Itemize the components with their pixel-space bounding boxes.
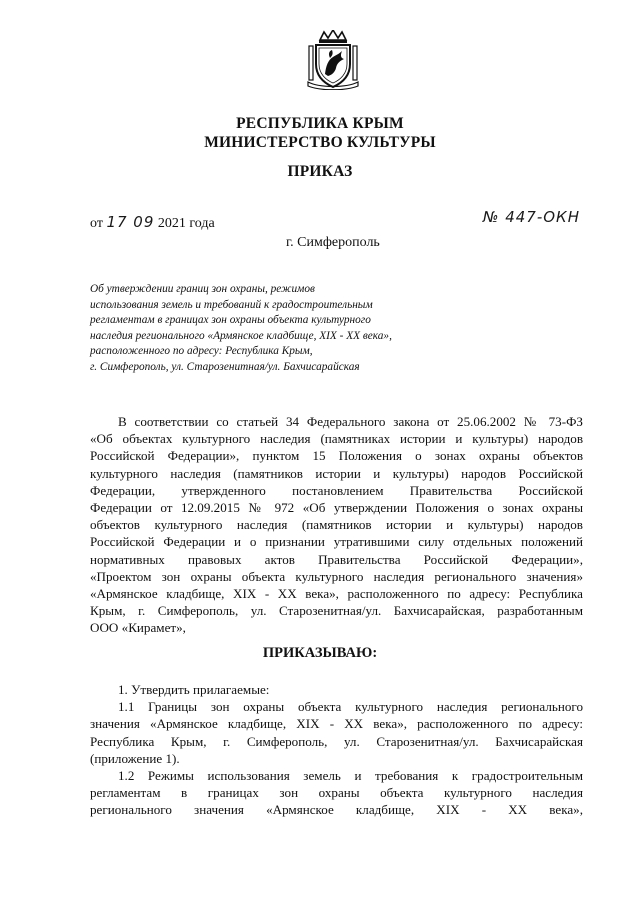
preamble-line: Российской Федерации и о признании утратившими силу отдельных положений [90,534,583,550]
handwritten-number: № 447-ОКН [482,208,580,226]
preamble-line: Крым, г. Симферополь, ул. Старозенитная/ул. Бахчисарайская, разработанным [90,603,583,619]
preamble-line: В соответствии со статьей 34 Федерального закона от 25.06.2002 № 73-ФЗ [118,414,583,429]
subject-line: использования земель и требований к градостроительным [90,298,373,311]
order-date [90,213,215,232]
subject-line: Об утверждении границ зон охраны, режимов [90,283,315,295]
item-line: (приложение 1). [90,750,180,766]
order-items [90,681,583,819]
preamble-line: «Проектом зон охраны объекта культурного наследия регионального значения» [90,568,583,584]
crimea-coat-of-arms-icon [306,30,360,90]
subject-line: г. Симферополь, ул. Старозенитная/ул. Бахчисарайская [90,360,360,373]
subject-line: расположенного по адресу: Республика Крым, [90,345,313,358]
preamble-line: объектов культурного наследия (памятников истории и культуры) народов [90,517,583,533]
preamble-line: «Армянское кладбище, XIX - XX века», расположенного по адресу: Республика [90,586,583,602]
preamble-line: культурного наследия (памятников истории и культуры) народов Российской [90,465,583,481]
preamble-line: Федерации, утвержденного постановлением Правительства Российской [90,482,583,498]
item-line: регламентам в границах зон охраны объекта культурного наследия [90,785,583,801]
subject-line: наследия регионального «Армянское кладбище, XIX - XX века», [90,329,392,342]
item-line: регионального значения «Армянское кладбище, XIX - XX века», [90,802,583,818]
ministry-region-heading: РЕСПУБЛИКА КРЫМ [236,115,404,132]
document-type-heading: ПРИКАЗ [287,163,353,180]
item-line: 1.1 Границы зон охраны объекта культурного наследия регионального [118,699,583,715]
order-subject [90,282,420,376]
item-line: 1. Утвердить прилагаемые: [118,682,270,697]
preamble-paragraph [90,413,583,637]
preamble-line: ООО «Кирамет», [90,620,186,636]
handwritten-date: 17 09 [106,213,155,231]
date-prefix: от [90,216,103,231]
order-directive-heading: ПРИКАЗЫВАЮ: [262,645,378,661]
item-line: Республика Крым, г. Симферополь, ул. Старозенитная/ул. Бахчисарайская [90,733,583,749]
issue-city: г. Симферополь [286,235,380,250]
preamble-line: Федерации от 12.09.2015 № 972 «Об утверждении Положения о зонах охраны [90,500,583,516]
preamble-line: Российской Федерации», пунктом 15 Положения о зонах охраны объектов [90,448,583,464]
item-line: 1.2 Режимы использования земель и требования к градостроительным [118,768,583,784]
date-year: 2021 года [157,216,215,231]
preamble-line: нормативных правовых актов Правительства Российской Федерации», [90,551,583,567]
item-line: значения «Армянское кладбище, XIX - XX века», расположенного по адресу: [90,716,583,732]
subject-line: регламентам в границах зон охраны объекта культурного [90,314,371,327]
order-number [483,208,580,227]
ministry-name-heading: МИНИСТЕРСТВО КУЛЬТУРЫ [204,134,436,151]
preamble-line: «Об объектах культурного наследия (памятниках истории и культуры) народов [90,431,583,447]
